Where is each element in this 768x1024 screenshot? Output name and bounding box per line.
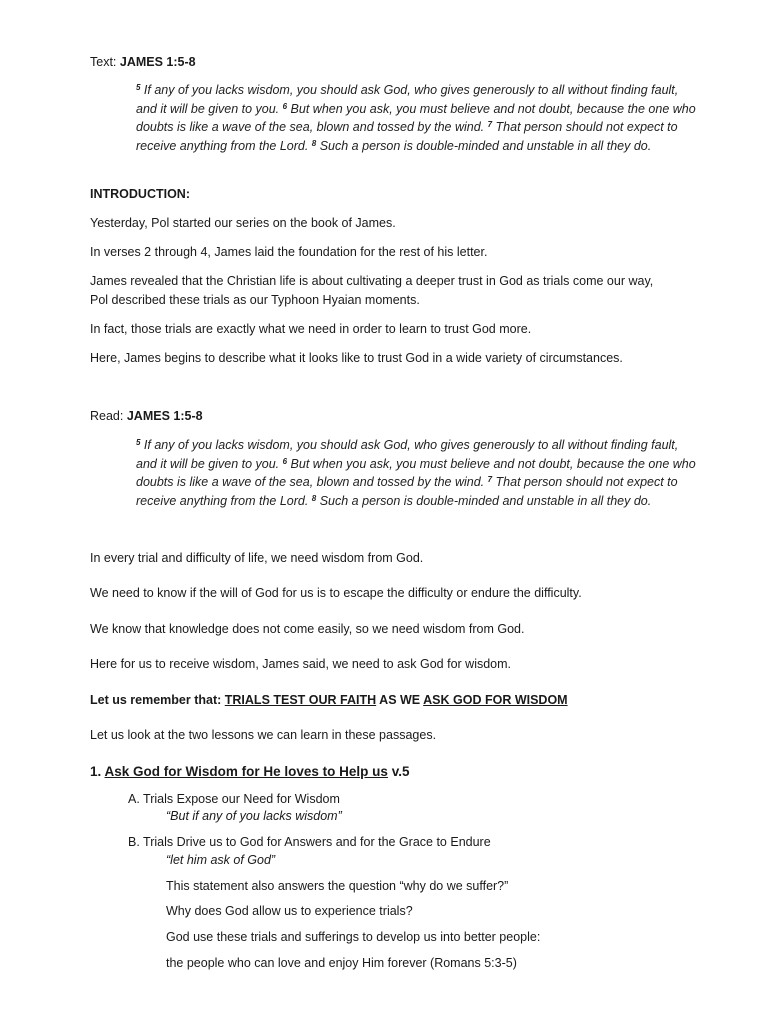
read-label: Read: — [90, 409, 127, 423]
verse-number: 7 — [487, 120, 493, 129]
intro-paragraph: In verses 2 through 4, James laid the foundation for the rest of his letter. — [90, 245, 488, 259]
verse-text: That person should not expect to receive anything from the Lord. — [136, 120, 678, 153]
body-paragraph: We need to know if the will of God for us is to escape the difficulty or endure the difficulty. — [90, 586, 582, 600]
verse-number: 6 — [282, 456, 288, 466]
subpoint-b-quote: “let him ask of God” — [166, 853, 276, 867]
subpoint-b-line: Why does God allow us to experience trials? — [166, 904, 413, 918]
subpoint-b-line: God use these trials and sufferings to develop us into better people: — [166, 930, 541, 944]
remember-emphasis: TRIALS TEST OUR FAITH — [224, 693, 377, 707]
verse-number: 5 — [136, 83, 141, 92]
intro-paragraph: James revealed that the Christian life is about cultivating a deeper trust in God as trials come our way, — [90, 274, 654, 288]
remember-middle: AS WE — [376, 693, 424, 707]
verse-text: Such a person is double-minded and unstable in all they do. — [316, 493, 652, 508]
verse-number: 6 — [282, 101, 288, 111]
read-reference — [90, 408, 203, 424]
remember-line — [90, 692, 568, 708]
body-paragraph: We know that knowledge does not come easily, so we need wisdom from God. — [90, 622, 525, 636]
remember-emphasis: ASK GOD FOR WISDOM — [423, 693, 568, 707]
body-paragraph: In every trial and difficulty of life, we need wisdom from God. — [90, 551, 424, 565]
subpoint-a-quote: “But if any of you lacks wisdom” — [166, 809, 342, 823]
read-ref: JAMES 1:5-8 — [126, 409, 203, 423]
text-ref: JAMES 1:5-8 — [119, 55, 196, 69]
verse-number: 7 — [487, 475, 493, 484]
text-label: Text: — [90, 55, 120, 69]
point-title: Ask God for Wisdom for He loves to Help us — [104, 764, 388, 779]
subpoint-b-line: the people who can love and enjoy Him forever (Romans 5:3-5) — [166, 956, 517, 970]
intro-paragraph: Pol described these trials as our Typhoon Hyaian moments. — [90, 293, 420, 307]
point-1-heading — [90, 764, 409, 779]
intro-paragraph: In fact, those trials are exactly what we need in order to learn to trust God more. — [90, 322, 532, 336]
verse-text: If any of you lacks wisdom, you should ask God, who gives generously to all without finding fault, and it will be given to you. — [136, 83, 679, 116]
verse-text: If any of you lacks wisdom, you should ask God, who gives generously to all without finding fault, and it will be given to you. — [136, 438, 679, 471]
text-reference — [90, 54, 196, 70]
lessons-intro: Let us look at the two lessons we can learn in these passages. — [90, 728, 437, 742]
subpoint-a: A. Trials Expose our Need for Wisdom — [128, 792, 340, 806]
verse-text: But when you ask, you must believe and not doubt, because the one who doubts is like a wave of the sea, blown and tossed by the wind. — [136, 101, 696, 134]
intro-paragraph: Here, James begins to describe what it looks like to trust God in a wide variety of circumstances. — [90, 351, 623, 365]
verse-number: 8 — [311, 493, 317, 503]
verse-number: 5 — [136, 438, 141, 447]
verse-text: That person should not expect to receive anything from the Lord. — [136, 475, 678, 508]
verse-number: 8 — [311, 138, 317, 148]
remember-prefix: Let us remember that: — [90, 693, 225, 707]
subpoint-b-line: This statement also answers the question “why do we suffer?” — [166, 879, 509, 893]
verse-text: Such a person is double-minded and unstable in all they do. — [316, 138, 652, 153]
subpoint-b: B. Trials Drive us to God for Answers and for the Grace to Endure — [128, 835, 491, 849]
point-number: 1. — [90, 764, 105, 779]
body-paragraph: Here for us to receive wisdom, James said, we need to ask God for wisdom. — [90, 657, 512, 671]
scripture-passage-1 — [136, 81, 696, 155]
scripture-passage-2 — [136, 436, 696, 510]
point-ref: v.5 — [387, 764, 410, 779]
verse-text: But when you ask, you must believe and not doubt, because the one who doubts is like a wave of the sea, blown and tossed by the wind. — [136, 456, 696, 489]
introduction-heading: INTRODUCTION: — [90, 187, 190, 201]
intro-paragraph: Yesterday, Pol started our series on the book of James. — [90, 216, 396, 230]
